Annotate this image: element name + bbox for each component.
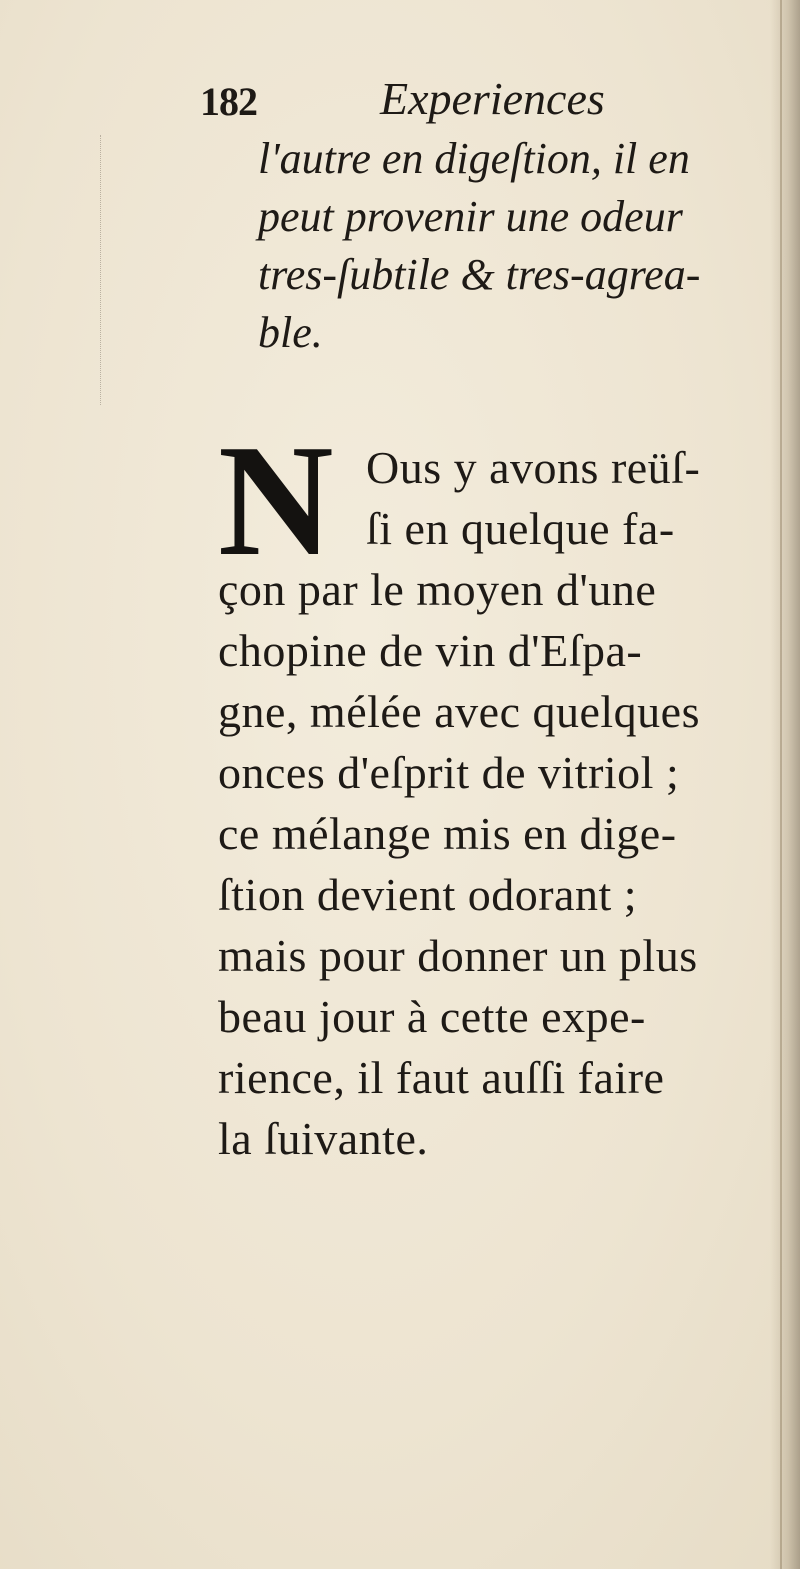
italic-line: tres-ſubtile & tres-agrea- xyxy=(258,250,701,299)
page-header xyxy=(200,72,760,132)
drop-cap: N xyxy=(218,411,334,589)
italic-line: peut provenir une odeur xyxy=(258,192,683,241)
running-title: Experiences xyxy=(380,73,605,124)
italic-paragraph xyxy=(258,130,778,362)
main-paragraph xyxy=(218,437,778,1169)
text-line: beau jour à cette expe- xyxy=(218,991,646,1042)
text-line: çon par le moyen d'une xyxy=(218,564,657,615)
italic-line: l'autre en digeſtion, il en xyxy=(258,134,690,183)
page-edge xyxy=(780,0,782,1569)
text-line: rience, il faut auſſi faire xyxy=(218,1052,665,1103)
text-line: mais pour donner un plus xyxy=(218,930,698,981)
text-line: Ous y avons reüſ- xyxy=(366,442,701,493)
text-line: ſtion devient odorant ; xyxy=(218,869,638,920)
italic-line: ble. xyxy=(258,308,323,357)
text-line: la ſuivante. xyxy=(218,1113,429,1164)
text-line: gne, mélée avec quelques xyxy=(218,686,700,737)
text-line: ce mélange mis en dige- xyxy=(218,808,677,859)
text-line: ſi en quelque fa- xyxy=(366,503,675,554)
text-line: chopine de vin d'Eſpa- xyxy=(218,625,643,676)
text-line: onces d'eſprit de vitriol ; xyxy=(218,747,680,798)
bleed-through-mark xyxy=(100,135,123,405)
page-number: 182 xyxy=(200,79,257,124)
